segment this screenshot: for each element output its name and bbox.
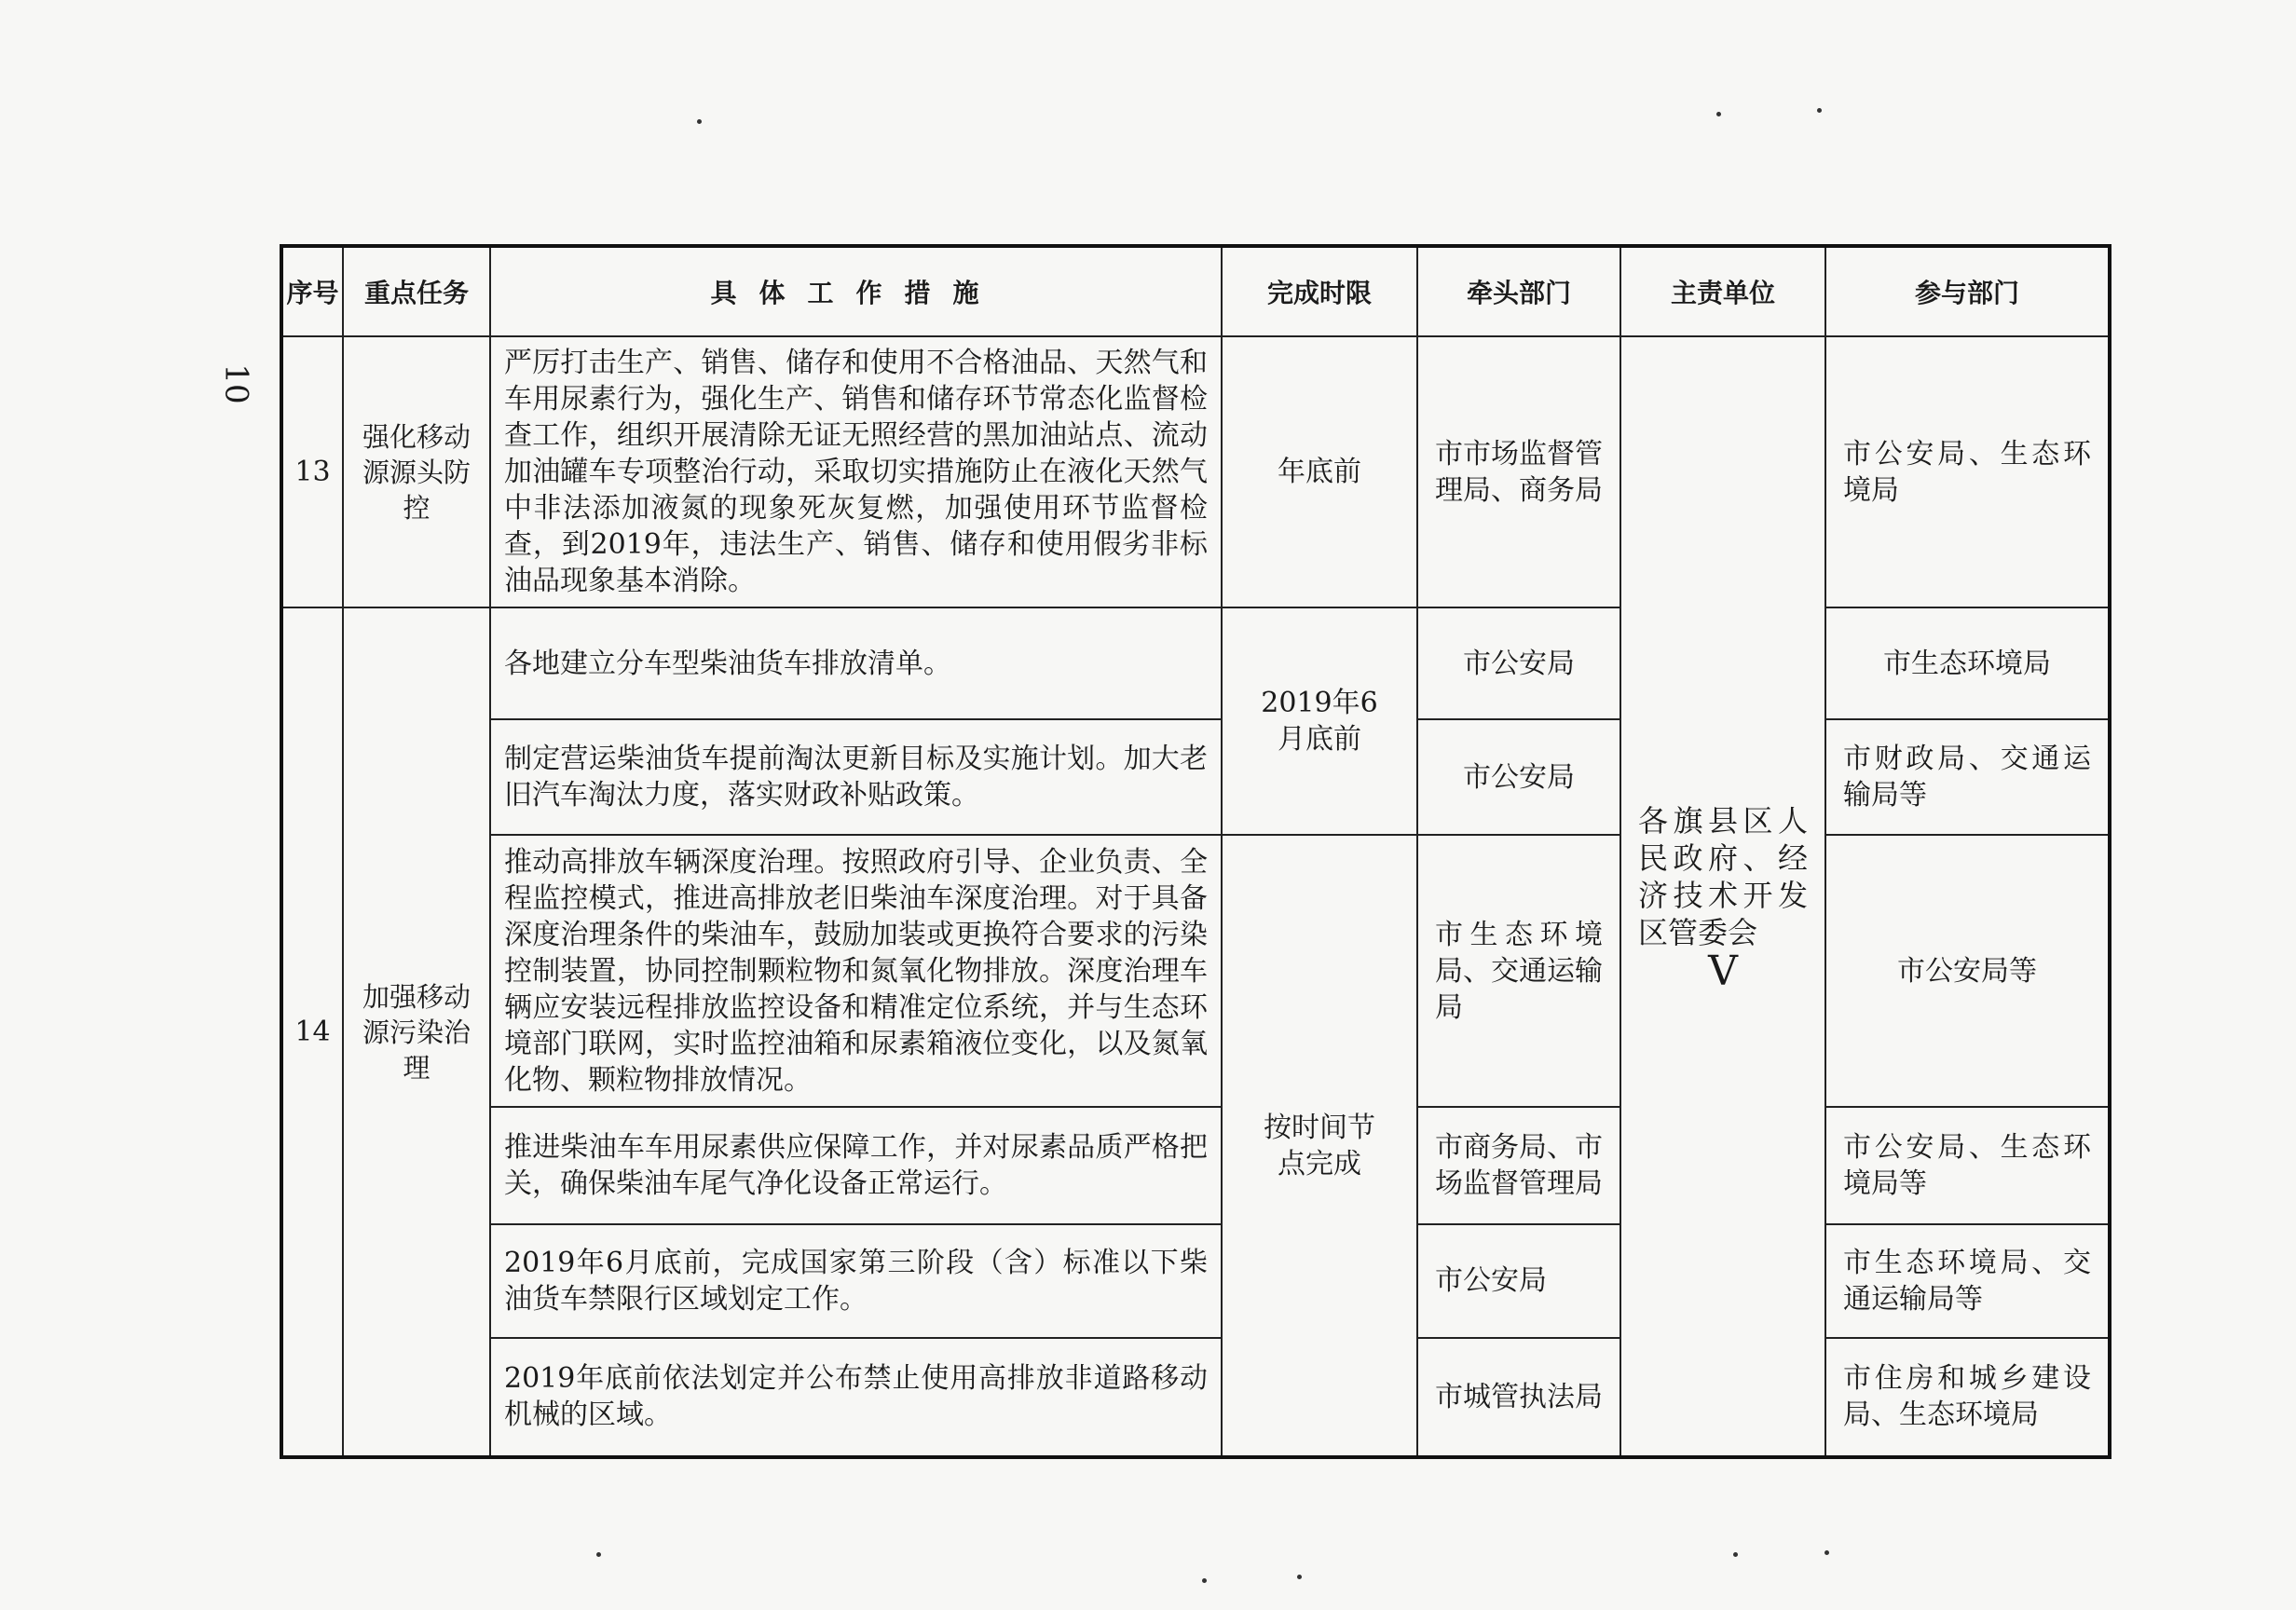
scan-speck (1817, 108, 1822, 113)
scan-speck (1716, 112, 1721, 116)
responsible-cell (1620, 336, 1825, 1457)
header-lead-dept: 牵头部门 (1417, 246, 1620, 336)
measure-cell: 制定营运柴油货车提前淘汰更新目标及实施计划。加大老旧汽车淘汰力度，落实财政补贴政策。 (490, 719, 1222, 835)
lead-dept-cell: 市城管执法局 (1417, 1338, 1620, 1457)
task-table (280, 244, 2112, 1459)
task-cell: 强化移动源源头防控 (343, 336, 490, 607)
table-row (281, 1224, 2110, 1338)
measure-cell: 推动高排放车辆深度治理。按照政府引导、企业负责、全程监控模式，推进高排放老旧柴油车深度治理。对于具备深度治理条件的柴油车，鼓励加装或更换符合要求的污染控制装置，协同控制颗粒物和氮氧化物排放。深度治理车辆应安装远程排放监控设备和精准定位系统，并与生态环境部门联网，实时监控油箱和尿素箱液位变化，以及氮氧化物、颗粒物排放情况。 (490, 835, 1222, 1106)
deadline-cell: 年底前 (1222, 336, 1417, 607)
participants-cell: 市公安局等 (1825, 835, 2110, 1106)
participants-cell: 市公安局、生态环境局 (1825, 336, 2110, 607)
measure-cell: 2019年6月底前，完成国家第三阶段（含）标准以下柴油货车禁限行区域划定工作。 (490, 1224, 1222, 1338)
scan-speck (1297, 1575, 1302, 1579)
lead-dept-cell: 市商务局、市场监督管理局 (1417, 1107, 1620, 1224)
participants-cell: 市住房和城乡建设局、生态环境局 (1825, 1338, 2110, 1457)
table-row (281, 607, 2110, 719)
lead-dept-cell: 市生态环境局、交通运输局 (1417, 835, 1620, 1106)
scan-speck (697, 119, 702, 124)
participants-cell: 市财政局、交通运输局等 (1825, 719, 2110, 835)
page-number: 10 (217, 363, 255, 404)
lead-dept-cell: 市公安局 (1417, 719, 1620, 835)
header-seq: 序号 (281, 246, 343, 336)
table-row (281, 1338, 2110, 1457)
participants-cell: 市生态环境局、交通运输局等 (1825, 1224, 2110, 1338)
seq-cell: 14 (281, 607, 343, 1457)
task-cell: 加强移动源污染治理 (343, 607, 490, 1457)
header-row (281, 246, 2110, 336)
deadline-cell: 2019年6月底前 (1222, 607, 1417, 835)
deadline-cell: 按时间节点完成 (1222, 835, 1417, 1457)
header-participants: 参与部门 (1825, 246, 2110, 336)
header-deadline: 完成时限 (1222, 246, 1417, 336)
table-row (281, 719, 2110, 835)
table-row (281, 1107, 2110, 1224)
header-responsible: 主责单位 (1620, 246, 1825, 336)
scan-speck (1733, 1552, 1738, 1557)
check-mark: V (1708, 948, 1738, 995)
lead-dept-cell: 市公安局 (1417, 1224, 1620, 1338)
table-row (281, 336, 2110, 607)
measure-cell: 严厉打击生产、销售、储存和使用不合格油品、天然气和车用尿素行为，强化生产、销售和储存环节常态化监督检查工作，组织开展清除无证无照经营的黑加油站点、流动加油罐车专项整治行动，采取切实措施防止在液化天然气中非法添加液氮的现象死灰复燃，加强使用环节监督检查，到2019年，违法生产、销售、储存和使用假劣非标油品现象基本消除。 (490, 336, 1222, 607)
lead-dept-cell: 市公安局 (1417, 607, 1620, 719)
participants-cell: 市公安局、生态环境局等 (1825, 1107, 2110, 1224)
lead-dept-cell: 市市场监督管理局、商务局 (1417, 336, 1620, 607)
participants-cell: 市生态环境局 (1825, 607, 2110, 719)
header-task: 重点任务 (343, 246, 490, 336)
scan-speck (1202, 1578, 1207, 1583)
header-measures: 具体工作措施 (490, 246, 1222, 336)
measure-cell: 各地建立分车型柴油货车排放清单。 (490, 607, 1222, 719)
measure-cell: 2019年底前依法划定并公布禁止使用高排放非道路移动机械的区域。 (490, 1338, 1222, 1457)
seq-cell: 13 (281, 336, 343, 607)
scan-speck (1824, 1550, 1829, 1555)
scan-speck (596, 1552, 601, 1557)
table-row (281, 835, 2110, 1106)
responsible-unit: 各旗县区人民政府、经济技术开发区管委会 (1638, 803, 1808, 950)
measure-cell: 推进柴油车车用尿素供应保障工作，并对尿素品质严格把关，确保柴油车尾气净化设备正常运行。 (490, 1107, 1222, 1224)
